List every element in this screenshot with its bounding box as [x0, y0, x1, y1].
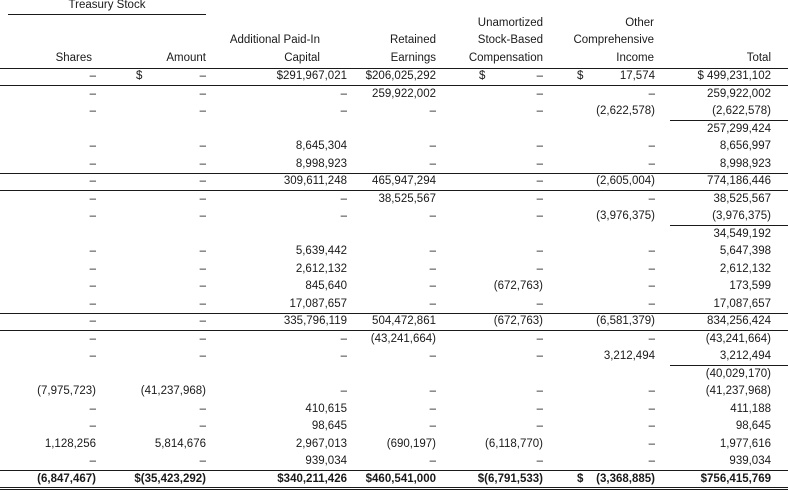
cell-shares: – — [89, 402, 96, 415]
cell-shares: – — [89, 280, 96, 292]
table-row — [0, 208, 788, 226]
cell-amount — [110, 366, 206, 384]
total-header: Total — [746, 52, 771, 64]
cell-shares — [6, 226, 96, 244]
cell-total: 34,549,192 — [713, 227, 771, 240]
cell-re: 38,525,567 — [378, 192, 436, 205]
retained-earnings-header-line2: Earnings — [390, 52, 436, 64]
treasury-stock-header: Treasury Stock — [68, 0, 146, 11]
table-row — [0, 278, 788, 296]
cell-oci: – — [648, 192, 655, 205]
cell-usbc: – — [536, 455, 543, 467]
cell-usbc: – — [536, 105, 543, 117]
cell-oci: – — [648, 280, 655, 292]
cell-shares: – — [89, 332, 96, 345]
cell-total: 8,656,997 — [719, 140, 771, 152]
currency-symbol: $ — [577, 472, 584, 485]
cell-re: – — [429, 140, 436, 152]
cell-shares: 1,128,256 — [44, 437, 96, 450]
rule-line — [0, 68, 788, 69]
oci-header-line1: Other — [625, 17, 654, 29]
table-row — [0, 418, 788, 436]
apic-header-line1: Additional Paid-In — [229, 34, 320, 46]
table-row — [0, 261, 788, 279]
cell-apic — [227, 121, 347, 139]
cell-re: – — [429, 280, 436, 292]
cell-re: – — [429, 262, 436, 275]
cell-total: 5,647,398 — [719, 245, 771, 257]
cell-usbc: – — [536, 385, 543, 397]
cell-apic: – — [340, 105, 347, 117]
cell-shares: – — [89, 297, 96, 310]
cell-re: $206,025,292 — [365, 70, 436, 82]
oci-header-line2: Comprehensive — [573, 34, 654, 46]
cell-re: – — [429, 210, 436, 222]
cell-amount: – — [199, 87, 206, 100]
cell-re: (43,241,664) — [370, 332, 436, 345]
cell-apic: 309,611,248 — [283, 175, 347, 187]
cell-shares: – — [89, 140, 96, 152]
usbc-header-line2: Stock-Based — [477, 34, 543, 46]
cell-amount: – — [199, 315, 206, 327]
cell-shares: – — [89, 262, 96, 275]
table-row — [0, 121, 788, 139]
cell-re: – — [429, 105, 436, 117]
cell-shares: – — [89, 350, 96, 362]
cell-oci: – — [648, 140, 655, 152]
cell-oci — [565, 121, 655, 139]
currency-symbol: $ — [577, 70, 584, 82]
cell-re: – — [429, 245, 436, 257]
cell-apic: 8,645,304 — [295, 140, 347, 152]
cell-usbc: – — [536, 87, 543, 100]
retained-earnings-header-line1: Retained — [389, 34, 436, 46]
cell-apic: – — [340, 350, 347, 362]
cell-apic: – — [340, 385, 347, 397]
cell-shares: – — [89, 245, 96, 257]
cell-oci: – — [648, 245, 655, 257]
cell-re — [336, 366, 436, 384]
cell-oci: – — [648, 385, 655, 397]
table-row — [0, 383, 788, 401]
cell-usbc: – — [536, 192, 543, 205]
cell-oci: – — [648, 332, 655, 345]
cell-re: – — [429, 455, 436, 467]
cell-amount: – — [199, 105, 206, 117]
cell-total: 38,525,567 — [713, 192, 771, 205]
cell-shares: – — [89, 210, 96, 222]
amount-header: Amount — [166, 52, 206, 64]
oci-header-line3: Income — [616, 52, 654, 64]
cell-re: – — [429, 297, 436, 310]
cell-shares: – — [89, 157, 96, 170]
currency-symbol: $ — [136, 70, 143, 82]
cell-re: – — [429, 402, 436, 415]
cell-usbc — [446, 226, 543, 244]
cell-amount: – — [199, 140, 206, 152]
cell-apic: – — [340, 87, 347, 100]
cell-usbc: – — [536, 245, 543, 257]
cell-apic: – — [340, 332, 347, 345]
cell-apic: – — [340, 210, 347, 222]
cell-amount: – — [199, 245, 206, 257]
cell-oci: – — [648, 157, 655, 170]
cell-total: 259,922,002 — [707, 87, 771, 100]
cell-total: $ 499,231,102 — [697, 70, 771, 82]
cell-oci: – — [648, 297, 655, 310]
cell-shares: – — [89, 105, 96, 117]
cell-re: 504,472,861 — [372, 315, 436, 327]
cell-total: 411,188 — [730, 402, 771, 415]
cell-usbc: – — [536, 402, 543, 415]
table-row — [0, 366, 788, 384]
cell-apic: 5,639,442 — [295, 245, 347, 257]
cell-usbc: (6,118,770) — [485, 437, 543, 450]
cell-re: 465,947,294 — [372, 175, 436, 187]
apic-header-line2: Capital — [284, 52, 320, 64]
cell-apic: 939,034 — [305, 455, 347, 467]
cell-re: (690,197) — [386, 437, 436, 450]
cell-total: 774,186,446 — [707, 175, 771, 187]
cell-re: – — [429, 157, 436, 170]
treasury-stock-underline — [8, 14, 206, 15]
cell-apic — [227, 366, 347, 384]
cell-shares: (6,847,467) — [37, 472, 96, 485]
cell-amount: (41,237,968) — [140, 385, 206, 397]
cell-apic: 8,998,923 — [295, 157, 347, 170]
cell-total: 8,998,923 — [719, 157, 771, 170]
cell-usbc: – — [536, 210, 543, 222]
cell-oci: – — [648, 262, 655, 275]
cell-oci: (3,976,375) — [596, 210, 655, 222]
cell-usbc — [446, 366, 543, 384]
table-row — [0, 401, 788, 419]
table-row — [0, 226, 788, 244]
cell-re: – — [429, 385, 436, 397]
cell-total: 17,087,657 — [713, 297, 771, 310]
cell-usbc — [446, 121, 543, 139]
cell-amount: – — [199, 70, 206, 82]
cell-total: 2,612,132 — [719, 262, 771, 275]
cell-amount: – — [199, 420, 206, 432]
cell-amount: – — [199, 262, 206, 275]
table-row — [0, 313, 788, 331]
cell-total: (43,241,664) — [705, 332, 771, 345]
cell-total: 939,034 — [729, 455, 771, 467]
cell-apic: 2,612,132 — [295, 262, 347, 275]
cell-amount — [110, 121, 206, 139]
cell-amount: – — [199, 210, 206, 222]
cell-amount: – — [199, 350, 206, 362]
table-row — [0, 243, 788, 261]
cell-usbc: – — [536, 297, 543, 310]
cell-amount: – — [199, 402, 206, 415]
table-row — [0, 331, 788, 349]
cell-re: – — [429, 420, 436, 432]
cell-total: 98,645 — [735, 420, 771, 432]
cell-usbc: – — [536, 157, 543, 170]
cell-apic: $291,967,021 — [276, 70, 347, 82]
cell-apic: 335,796,119 — [283, 315, 347, 327]
cell-apic — [227, 226, 347, 244]
table-row — [0, 103, 788, 121]
cell-oci: (2,622,578) — [596, 105, 655, 117]
cell-shares: – — [89, 455, 96, 467]
cell-oci: – — [648, 402, 655, 415]
cell-oci: – — [648, 420, 655, 432]
cell-amount: – — [199, 157, 206, 170]
table-row — [0, 86, 788, 104]
cell-total: 257,299,424 — [707, 122, 771, 135]
table-row — [0, 173, 788, 191]
cell-usbc: $(6,791,533) — [477, 472, 543, 485]
cell-shares: (7,975,723) — [37, 385, 96, 397]
table-header — [0, 0, 788, 68]
cell-total: (40,029,170) — [705, 367, 771, 380]
cell-oci: – — [648, 455, 655, 467]
cell-apic: 98,645 — [311, 420, 347, 432]
usbc-header-line3: Compensation — [468, 52, 543, 64]
cell-re — [336, 121, 436, 139]
table-row — [0, 296, 788, 314]
usbc-header-line1: Unamortized — [477, 17, 543, 29]
table-row — [0, 436, 788, 454]
table-row — [0, 453, 788, 471]
cell-oci — [565, 226, 655, 244]
cell-oci: (2,605,004) — [596, 175, 655, 187]
cell-apic: 845,640 — [305, 280, 347, 292]
table-row — [0, 68, 788, 86]
cell-total: (41,237,968) — [705, 385, 771, 397]
cell-oci — [565, 366, 655, 384]
table-row — [0, 138, 788, 156]
cell-usbc: – — [536, 350, 543, 362]
cell-amount: – — [199, 332, 206, 345]
cell-total: 834,256,424 — [707, 315, 771, 327]
cell-shares: – — [89, 70, 96, 82]
cell-total: 1,977,616 — [719, 437, 771, 450]
cell-shares: – — [89, 315, 96, 327]
cell-total: (3,976,375) — [712, 210, 771, 222]
cell-shares: – — [89, 175, 96, 187]
cell-total: (2,622,578) — [712, 105, 771, 117]
cell-apic: – — [340, 192, 347, 205]
table-row — [0, 348, 788, 366]
cell-amount: 5,814,676 — [154, 437, 206, 450]
cell-oci: – — [648, 87, 655, 100]
cell-total: $756,415,769 — [700, 472, 771, 485]
cell-oci: (6,581,379) — [596, 315, 655, 327]
cell-re: – — [429, 350, 436, 362]
cell-re: $460,541,000 — [365, 472, 436, 485]
cell-amount: – — [199, 455, 206, 467]
cell-amount: – — [199, 297, 206, 310]
cell-shares: – — [89, 192, 96, 205]
cell-oci: 17,574 — [619, 70, 655, 82]
cell-oci: (3,368,885) — [596, 472, 655, 485]
cell-usbc: – — [536, 140, 543, 152]
cell-shares — [6, 366, 96, 384]
table-row — [0, 191, 788, 209]
cell-amount: – — [199, 280, 206, 292]
cell-oci: 3,212,494 — [603, 350, 655, 362]
cell-apic: $340,211,426 — [277, 472, 347, 485]
cell-amount — [110, 226, 206, 244]
shares-header: Shares — [55, 52, 92, 64]
double-rule — [0, 487, 788, 490]
cell-oci: – — [648, 437, 655, 450]
cell-re: 259,922,002 — [372, 87, 436, 100]
table-row — [0, 156, 788, 174]
cell-amount: – — [199, 175, 206, 187]
cell-usbc: (672,763) — [493, 280, 543, 292]
cell-usbc: (672,763) — [493, 315, 543, 327]
currency-symbol: $ — [479, 70, 486, 82]
cell-shares — [6, 121, 96, 139]
cell-shares: – — [89, 420, 96, 432]
cell-usbc: – — [536, 175, 543, 187]
cell-shares: – — [89, 87, 96, 100]
table-row-ending-balance — [0, 471, 788, 489]
cell-re — [336, 226, 436, 244]
cell-apic: 410,615 — [305, 402, 347, 415]
cell-amount: – — [199, 192, 206, 205]
cell-total: 3,212,494 — [719, 350, 771, 362]
cell-apic: 2,967,013 — [295, 437, 347, 450]
cell-total: 173,599 — [729, 280, 771, 292]
cell-usbc: – — [536, 70, 543, 82]
cell-usbc: – — [536, 420, 543, 432]
cell-amount: $(35,423,292) — [134, 472, 206, 485]
cell-usbc: – — [536, 262, 543, 275]
cell-usbc: – — [536, 332, 543, 345]
cell-apic: 17,087,657 — [289, 297, 347, 310]
